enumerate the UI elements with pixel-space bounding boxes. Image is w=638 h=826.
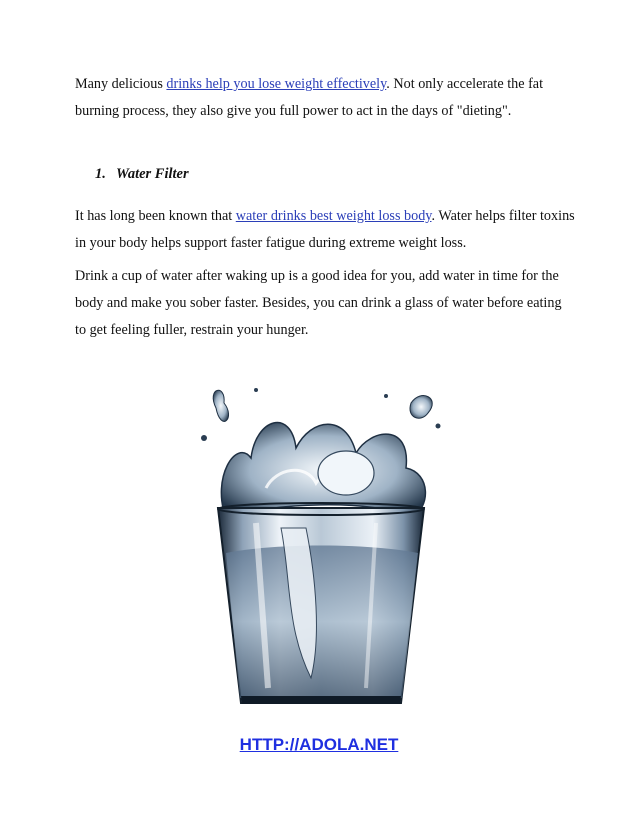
water-text-after: . Water helps filter toxins in your body helps support faster fatigue during extreme weight loss. (75, 208, 575, 251)
drink-advice-paragraph: Drink a cup of water after waking up is a good idea for you, add water in time for the body and make you sober faster. Besides, you can drink a glass of water before eating to get feeling fuller, restrain your hunger. (75, 268, 562, 338)
water-drinks-link[interactable]: water drinks best weight loss body (235, 208, 432, 224)
water-glass-image (196, 378, 446, 708)
water-text-before: It has long been known that (75, 208, 236, 224)
adola-site-link[interactable]: HTTP://ADOLA.NET (239, 735, 399, 754)
section-heading (95, 166, 189, 183)
drinks-weight-link[interactable]: drinks help you lose weight effectively (166, 76, 387, 92)
intro-text-after: . Not only accelerate the fat burning process, they also give you full power to act in the days of "dieting". (75, 76, 544, 119)
water-glass-splash-icon (196, 378, 446, 708)
intro-paragraph (75, 71, 575, 125)
section-number: 1. (95, 166, 106, 182)
section-title: Water Filter (116, 166, 189, 182)
intro-text-before: Many delicious (75, 76, 167, 92)
water-paragraph (75, 203, 575, 257)
